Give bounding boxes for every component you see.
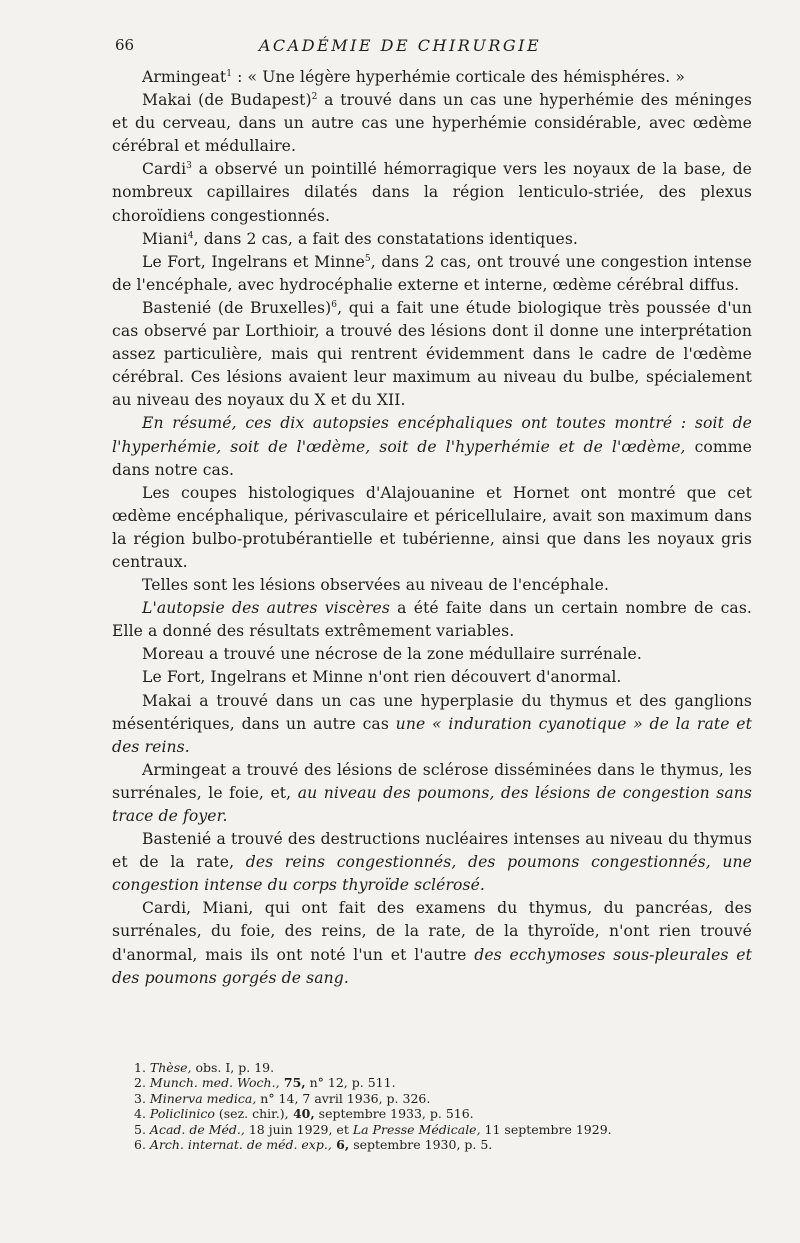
paragraph: Le Fort, Ingelrans et Minne n'ont rien découvert d'anormal. — [142, 668, 622, 687]
volume-number: 75, — [279, 1075, 306, 1091]
paragraph — [112, 228, 752, 251]
body-text — [112, 66, 752, 990]
footnote — [134, 1060, 694, 1075]
paragraph-text: , qui a fait une étude biologique très poussée d'un cas observé par Lorthioir, a trouvé des lésions dont il donne une interprétation assez particulière, mais qui rentrent évidemment dans le cadre de l'œdème cérébral. Ces lésions avaient leur maximum au niveau du bulbe, spécialement au niveau des noyaux du X et du XII. — [112, 298, 752, 410]
author-name: Makai (de Budapest) — [142, 91, 312, 110]
paragraph-text: a observé un pointillé hémorragique vers les noyaux de la base, de nombreux capillaires dilatés dans la région lenticulo-striée, des plexus choroïdiens congestionnés. — [112, 160, 752, 225]
italic-text: une « induration cyanotique » de la rate et des reins. — [112, 714, 752, 756]
source-title: Acad. de Méd., — [149, 1121, 245, 1137]
paragraph-text: Bastenié a trouvé des destructions nucléaires intenses au niveau du thymus et de la rate, — [112, 830, 752, 872]
footnote — [134, 1075, 694, 1090]
paragraph-text: Makai a trouvé dans un cas une hyperplasie du thymus et des ganglions mésentériques, dans un autre cas — [112, 691, 752, 733]
footnote-text: n° 14, 7 avril 1936, p. 326. — [256, 1090, 431, 1106]
footnotes — [134, 1060, 694, 1152]
page-number: 66 — [115, 36, 135, 54]
paragraph — [112, 297, 752, 412]
volume-number: 6, — [331, 1137, 350, 1153]
footnote — [134, 1106, 694, 1121]
paragraph-text: , dans 2 cas, ont trouvé une congestion intense de l'encéphale, avec hydrocéphalie externe et interne, œdème cérébral diffus. — [112, 252, 752, 294]
author-name: Bastenié (de Bruxelles) — [142, 298, 332, 317]
footnote-number: 4. — [134, 1106, 146, 1122]
paragraph: Telles sont les lésions observées au niveau de l'encéphale. — [142, 576, 610, 595]
paragraph: Les coupes histologiques d'Alajouanine et Hornet ont montré que cet œdème encéphalique, périvasculaire et péricellulaire, avait son maximum dans la région bulbo-protubérantielle et tubérienne, ainsi que dans les noyaux gris centraux. — [112, 483, 752, 571]
page-header — [0, 36, 800, 60]
footnote-ref: 1 — [226, 68, 233, 79]
footnote-text: obs. I, p. 19. — [191, 1060, 275, 1075]
paragraph — [112, 897, 752, 989]
paragraph — [112, 759, 752, 828]
footnote-text: n° 12, p. 511. — [305, 1075, 396, 1091]
footnote-text: 11 septembre 1929. — [480, 1121, 612, 1137]
footnote-number: 1. — [134, 1060, 146, 1075]
italic-text: des reins congestionnés, des poumons congestionnés, une congestion intense du corps thyroïde sclérosé. — [112, 853, 752, 895]
footnote-text: 18 juin 1929, et — [244, 1121, 353, 1137]
author-name: Miani — [142, 229, 188, 248]
author-name: Cardi — [142, 160, 187, 179]
italic-text: au niveau des poumons, des lésions de congestion sans trace de foyer. — [112, 783, 752, 825]
paragraph — [112, 158, 752, 227]
source-title: Minerva medica, — [149, 1090, 257, 1106]
italic-text: L'autopsie des autres viscères — [142, 599, 390, 618]
paragraph — [112, 89, 752, 158]
paragraph-text: a trouvé dans un cas une hyperhémie des méninges et du cerveau, dans un autre cas une hyperhémie considérable, avec œdème cérébral et médullaire. — [112, 91, 753, 156]
footnote — [134, 1122, 694, 1137]
footnote-ref: 4 — [187, 230, 194, 241]
author-name: Le Fort, Ingelrans et Minne — [142, 252, 365, 271]
paragraph — [112, 412, 752, 481]
paragraph — [112, 251, 752, 297]
italic-text: En résumé, ces dix autopsies encéphaliques ont toutes montré : soit de l'hyperhémie, soit de l'œdème, soit de l'hyperhémie et de l'œdème, — [112, 414, 752, 456]
source-title: Policlinico — [149, 1106, 215, 1122]
author-name: Armingeat — [142, 68, 227, 86]
source-title: La Presse Médicale, — [352, 1121, 481, 1137]
footnote-ref: 3 — [186, 161, 192, 172]
footnote — [134, 1091, 694, 1106]
footnote-ref: 6 — [331, 299, 338, 310]
italic-text: des ecchymoses sous-pleurales et des poumons gorgés de sang. — [112, 945, 752, 987]
footnote-ref: 5 — [364, 253, 371, 264]
footnote — [134, 1137, 694, 1152]
source-title: Munch. med. Woch., — [149, 1075, 280, 1091]
paragraph — [112, 597, 752, 643]
paragraph — [112, 828, 752, 897]
paragraph-text: comme dans notre cas. — [112, 437, 752, 479]
paragraph-text: Armingeat a trouvé des lésions de sclérose disséminées dans le thymus, les surrénales, le foie, et, — [112, 760, 752, 802]
footnote-ref: 2 — [311, 91, 318, 102]
paragraph-text: Cardi, Miani, qui ont fait des examens du thymus, du pancréas, des surrénales, du foie, des reins, de la rate, de la thyroïde, n'ont rien trouvé d'anormal, mais ils ont noté l'un et l'autre — [112, 899, 752, 964]
paragraph-text: a été faite dans un certain nombre de cas. Elle a donné des résultats extrêmement variables. — [112, 599, 752, 641]
paragraph — [112, 690, 752, 759]
source-title: Thèse, — [149, 1060, 192, 1075]
footnote-number: 3. — [134, 1090, 146, 1106]
paragraph-text: : « Une légère hyperhémie corticale des hémisphéres. » — [232, 68, 686, 86]
footnote-number: 5. — [134, 1121, 146, 1137]
footnote-number: 6. — [134, 1137, 146, 1153]
footnote-text: (sez. chir.), — [214, 1106, 289, 1122]
running-title: ACADÉMIE DE CHIRURGIE — [258, 36, 542, 55]
footnote-number: 2. — [134, 1075, 146, 1091]
footnote-text: septembre 1933, p. 516. — [314, 1106, 474, 1122]
paragraph: Moreau a trouvé une nécrose de la zone médullaire surrénale. — [142, 645, 642, 664]
volume-number: 40, — [288, 1106, 315, 1122]
footnote-text: septembre 1930, p. 5. — [349, 1137, 493, 1153]
paragraph — [112, 66, 752, 89]
source-title: Arch. internat. de méd. exp., — [149, 1137, 332, 1153]
paragraph-text: , dans 2 cas, a fait des constatations identiques. — [193, 229, 578, 248]
